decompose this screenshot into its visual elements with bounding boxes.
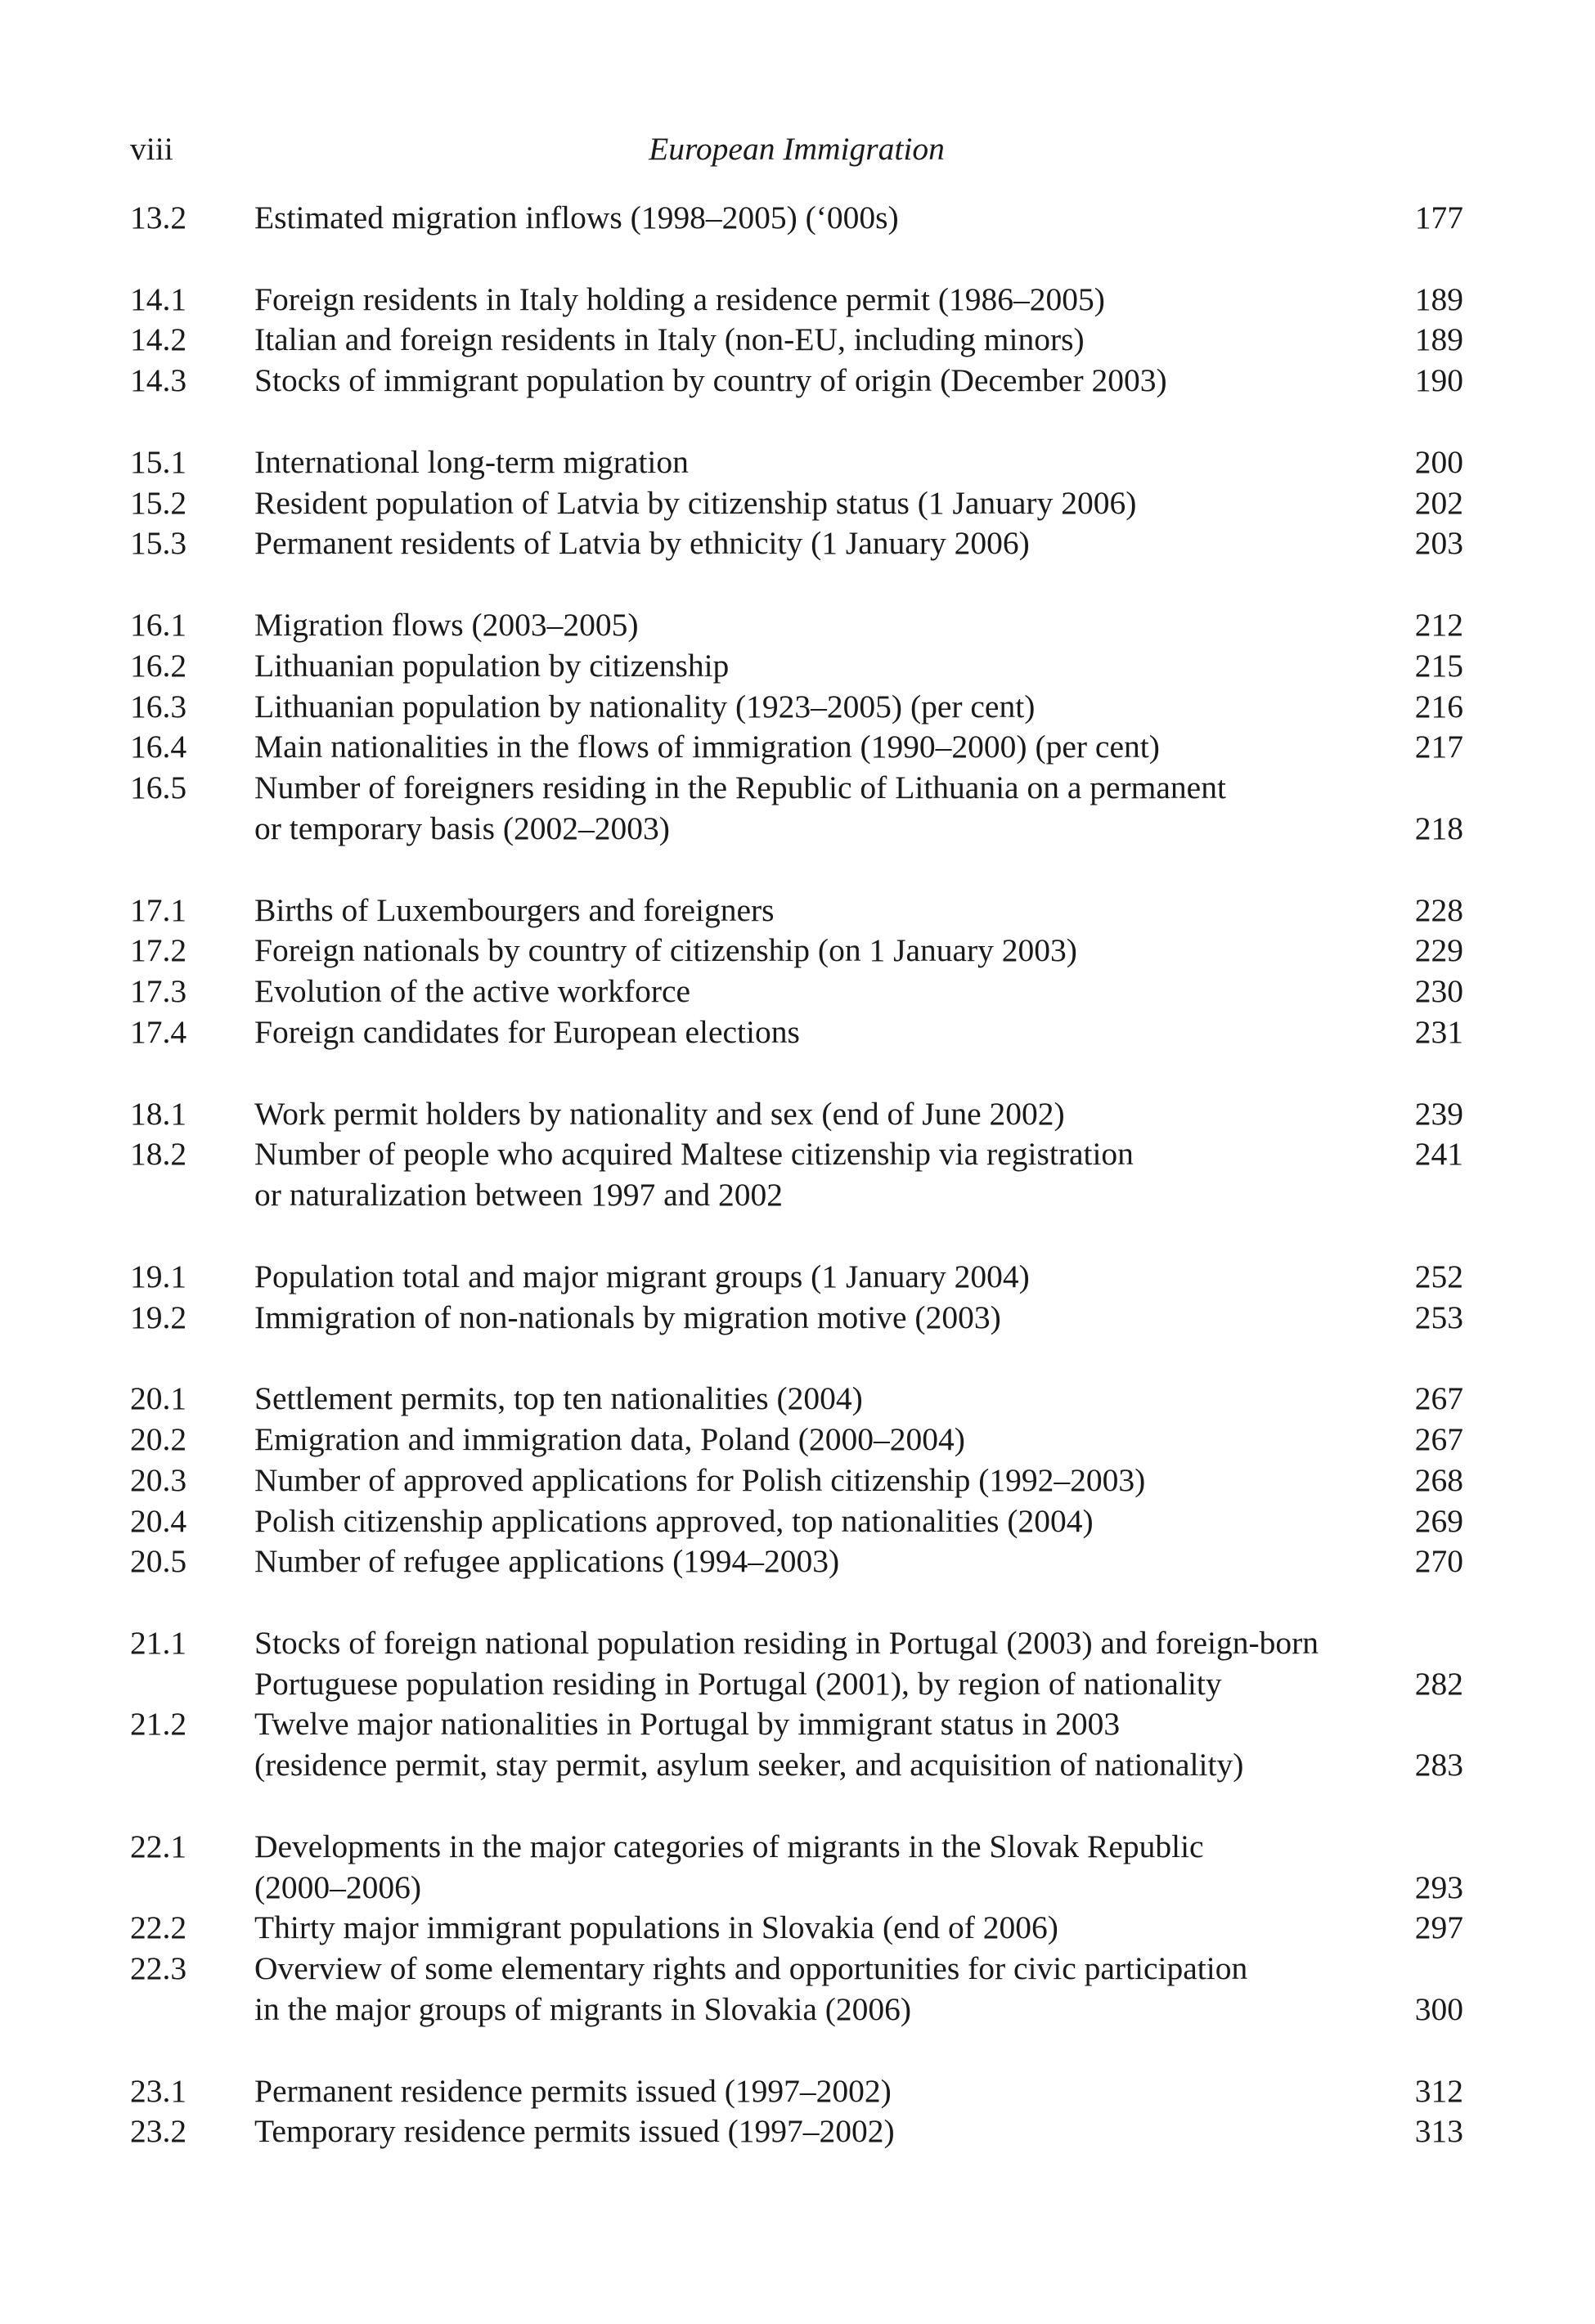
table-title-line: Italian and foreign residents in Italy (non-EU, including minors) [254, 321, 1085, 358]
table-title-line: Lithuanian population by nationality (1923–2005) (per cent) [254, 688, 1036, 725]
page-number: 231 [1414, 1013, 1463, 1050]
table-title [254, 1094, 1349, 1135]
list-item [130, 1257, 1463, 1298]
running-title: European Immigration [649, 131, 945, 167]
list-item [130, 1420, 1463, 1460]
table-title [254, 1501, 1349, 1542]
table-title [254, 1420, 1349, 1460]
table-title-line: Temporary residence permits issued (1997–2002) [254, 2113, 895, 2150]
table-title-line: Estimated migration inflows (1998–2005) (‘000s) [254, 200, 899, 236]
table-number: 13.2 [130, 200, 187, 236]
table-title [254, 768, 1349, 850]
chapter-group [130, 442, 1463, 564]
page-number: 177 [1414, 200, 1463, 236]
table-title [254, 361, 1349, 402]
table-number: 15.3 [130, 525, 187, 562]
table-title [254, 931, 1349, 971]
table-title [254, 280, 1349, 321]
table-title-line: Main nationalities in the flows of immigration (1990–2000) (per cent) [254, 729, 1160, 765]
table-title-line: Twelve major nationalities in Portugal by immigrant status in 2003 [254, 1706, 1121, 1743]
table-number: 16.2 [130, 647, 187, 684]
page-number: 283 [1414, 1747, 1463, 1783]
table-number: 16.4 [130, 729, 187, 765]
table-number: 23.1 [130, 2072, 187, 2109]
chapter-group [130, 1094, 1463, 1216]
page-folio: viii [130, 131, 173, 167]
table-title [254, 1460, 1349, 1501]
table-title [254, 2111, 1349, 2152]
table-title [254, 1908, 1349, 1949]
table-number: 18.1 [130, 1095, 187, 1132]
table-number: 17.4 [130, 1013, 187, 1050]
table-title-line: Population total and major migrant groups (1 January 2004) [254, 1258, 1030, 1294]
page-number: 269 [1414, 1502, 1463, 1539]
list-item [130, 198, 1463, 239]
table-title [254, 1949, 1349, 2030]
page-number: 202 [1414, 484, 1463, 521]
page-number: 252 [1414, 1258, 1463, 1294]
list-item [130, 1541, 1463, 1582]
page-number: 230 [1414, 973, 1463, 1010]
list-item [130, 1623, 1463, 1705]
page-number: 241 [1414, 1136, 1463, 1173]
table-title-line: Overview of some elementary rights and opportunities for civic participation [254, 1950, 1248, 1987]
list-item [130, 1908, 1463, 1949]
table-title-line: International long-term migration [254, 443, 689, 480]
table-number: 19.1 [130, 1258, 187, 1294]
list-item [130, 1379, 1463, 1420]
page-number: 313 [1414, 2113, 1463, 2150]
chapter-group [130, 1257, 1463, 1339]
list-item [130, 280, 1463, 321]
page-number: 190 [1414, 362, 1463, 399]
chapter-group [130, 198, 1463, 239]
list-item [130, 891, 1463, 931]
table-title [254, 2071, 1349, 2112]
table-title [254, 1257, 1349, 1298]
table-number: 21.2 [130, 1706, 187, 1743]
table-title [254, 320, 1349, 361]
list-item [130, 1134, 1463, 1216]
table-title [254, 1704, 1349, 1786]
table-title [254, 442, 1349, 483]
list-item [130, 442, 1463, 483]
table-title-line: (residence permit, stay permit, asylum seeker, and acquisition of nationality) [254, 1747, 1244, 1783]
table-title-line: Lithuanian population by citizenship [254, 647, 730, 684]
table-number: 19.2 [130, 1299, 187, 1335]
page-number: 212 [1414, 606, 1463, 643]
page-number: 218 [1414, 810, 1463, 846]
table-number: 23.2 [130, 2113, 187, 2150]
table-number: 17.3 [130, 973, 187, 1010]
table-number: 15.1 [130, 443, 187, 480]
table-title-line: Stocks of immigrant population by country of origin (December 2003) [254, 362, 1167, 399]
table-title-line: Polish citizenship applications approved, top nationalities (2004) [254, 1502, 1094, 1539]
table-number: 20.5 [130, 1543, 187, 1580]
table-number: 14.3 [130, 362, 187, 399]
list-item [130, 687, 1463, 728]
page-number: 229 [1414, 932, 1463, 969]
chapter-group [130, 2071, 1463, 2153]
table-title-line: Work permit holders by nationality and sex (end of June 2002) [254, 1095, 1065, 1132]
table-title-line: Foreign residents in Italy holding a residence permit (1986–2005) [254, 280, 1105, 317]
table-title-line: Settlement permits, top ten nationalities (2004) [254, 1380, 863, 1417]
page-number: 270 [1414, 1543, 1463, 1580]
chapter-group [130, 1379, 1463, 1582]
page-number: 203 [1414, 525, 1463, 562]
page-number: 282 [1414, 1665, 1463, 1702]
table-title [254, 1541, 1349, 1582]
table-title [254, 1827, 1349, 1909]
page-header [130, 128, 1463, 169]
list-item [130, 483, 1463, 524]
table-title [254, 483, 1349, 524]
table-number: 22.3 [130, 1950, 187, 1987]
table-title-line: Permanent residence permits issued (1997–2002) [254, 2072, 892, 2109]
table-title-line: Number of people who acquired Maltese citizenship via registration [254, 1136, 1134, 1173]
list-item [130, 1298, 1463, 1339]
list-item [130, 1704, 1463, 1786]
chapter-group [130, 280, 1463, 402]
list-item [130, 1460, 1463, 1501]
list-item [130, 2111, 1463, 2152]
table-title-line: Resident population of Latvia by citizenship status (1 January 2006) [254, 484, 1137, 521]
list-item [130, 2071, 1463, 2112]
table-title [254, 523, 1349, 564]
table-title-line: Stocks of foreign national population residing in Portugal (2003) and foreign-born [254, 1624, 1319, 1661]
list-item [130, 320, 1463, 361]
chapter-group [130, 1623, 1463, 1786]
table-number: 20.2 [130, 1420, 187, 1457]
page-number: 297 [1414, 1909, 1463, 1946]
list-item [130, 931, 1463, 971]
page-number: 216 [1414, 688, 1463, 725]
table-number: 22.2 [130, 1909, 187, 1946]
page-number: 253 [1414, 1299, 1463, 1335]
table-number: 22.1 [130, 1828, 187, 1864]
page-number: 312 [1414, 2072, 1463, 2109]
list-item [130, 1949, 1463, 2030]
page-number: 268 [1414, 1461, 1463, 1498]
list-item [130, 971, 1463, 1012]
page-number: 189 [1414, 280, 1463, 317]
chapter-group [130, 1827, 1463, 2030]
table-title-line: Number of refugee applications (1994–2003) [254, 1543, 840, 1580]
table-title-line: (2000–2006) [254, 1869, 422, 1905]
table-number: 16.1 [130, 606, 187, 643]
table-title-line: Migration flows (2003–2005) [254, 606, 639, 643]
list-item [130, 523, 1463, 564]
table-title-line: Immigration of non-nationals by migration motive (2003) [254, 1299, 1001, 1335]
table-title-line: Number of approved applications for Polish citizenship (1992–2003) [254, 1461, 1146, 1498]
table-title-line: Number of foreigners residing in the Republic of Lithuania on a permanent [254, 769, 1226, 806]
table-title [254, 1298, 1349, 1339]
page-number: 267 [1414, 1380, 1463, 1417]
table-title-line: in the major groups of migrants in Slovakia (2006) [254, 1991, 912, 2028]
table-title [254, 1623, 1349, 1705]
page-number: 217 [1414, 729, 1463, 765]
list-item [130, 1012, 1463, 1053]
page-number: 215 [1414, 647, 1463, 684]
table-title [254, 1134, 1349, 1216]
page-number: 239 [1414, 1095, 1463, 1132]
list-of-tables [130, 198, 1463, 2193]
table-title-line: Evolution of the active workforce [254, 973, 691, 1010]
table-number: 17.1 [130, 891, 187, 928]
table-title [254, 1379, 1349, 1420]
table-title [254, 971, 1349, 1012]
page-number: 293 [1414, 1869, 1463, 1905]
chapter-group [130, 891, 1463, 1053]
list-item [130, 768, 1463, 850]
table-number: 20.4 [130, 1502, 187, 1539]
table-title-line: or naturalization between 1997 and 2002 [254, 1177, 784, 1214]
chapter-group [130, 605, 1463, 850]
list-item [130, 1094, 1463, 1135]
table-title-line: Foreign candidates for European elections [254, 1013, 800, 1050]
table-title-line: Emigration and immigration data, Poland (2000–2004) [254, 1420, 965, 1457]
page-number: 200 [1414, 443, 1463, 480]
list-item [130, 646, 1463, 687]
table-title [254, 646, 1349, 687]
table-number: 17.2 [130, 932, 187, 969]
table-title [254, 891, 1349, 931]
table-number: 16.5 [130, 769, 187, 806]
list-item [130, 1501, 1463, 1542]
table-number: 16.3 [130, 688, 187, 725]
page-number: 267 [1414, 1420, 1463, 1457]
table-title-line: or temporary basis (2002–2003) [254, 810, 670, 846]
table-number: 14.2 [130, 321, 187, 358]
table-number: 18.2 [130, 1136, 187, 1173]
list-item [130, 361, 1463, 402]
table-title [254, 1012, 1349, 1053]
list-item [130, 727, 1463, 768]
table-number: 14.1 [130, 280, 187, 317]
table-title [254, 687, 1349, 728]
table-title [254, 605, 1349, 646]
table-number: 15.2 [130, 484, 187, 521]
table-number: 20.3 [130, 1461, 187, 1498]
table-title-line: Portuguese population residing in Portugal (2001), by region of nationality [254, 1665, 1222, 1702]
list-item [130, 605, 1463, 646]
table-title-line: Foreign nationals by country of citizenship (on 1 January 2003) [254, 932, 1077, 969]
table-title [254, 727, 1349, 768]
table-title [254, 198, 1349, 239]
table-title-line: Permanent residents of Latvia by ethnicity (1 January 2006) [254, 525, 1030, 562]
table-number: 21.1 [130, 1624, 187, 1661]
page-number: 189 [1414, 321, 1463, 358]
list-item [130, 1827, 1463, 1909]
table-number: 20.1 [130, 1380, 187, 1417]
table-title-line: Thirty major immigrant populations in Slovakia (end of 2006) [254, 1909, 1058, 1946]
page-number: 228 [1414, 891, 1463, 928]
page-number: 300 [1414, 1991, 1463, 2028]
table-title-line: Births of Luxembourgers and foreigners [254, 891, 775, 928]
table-title-line: Developments in the major categories of migrants in the Slovak Republic [254, 1828, 1204, 1864]
